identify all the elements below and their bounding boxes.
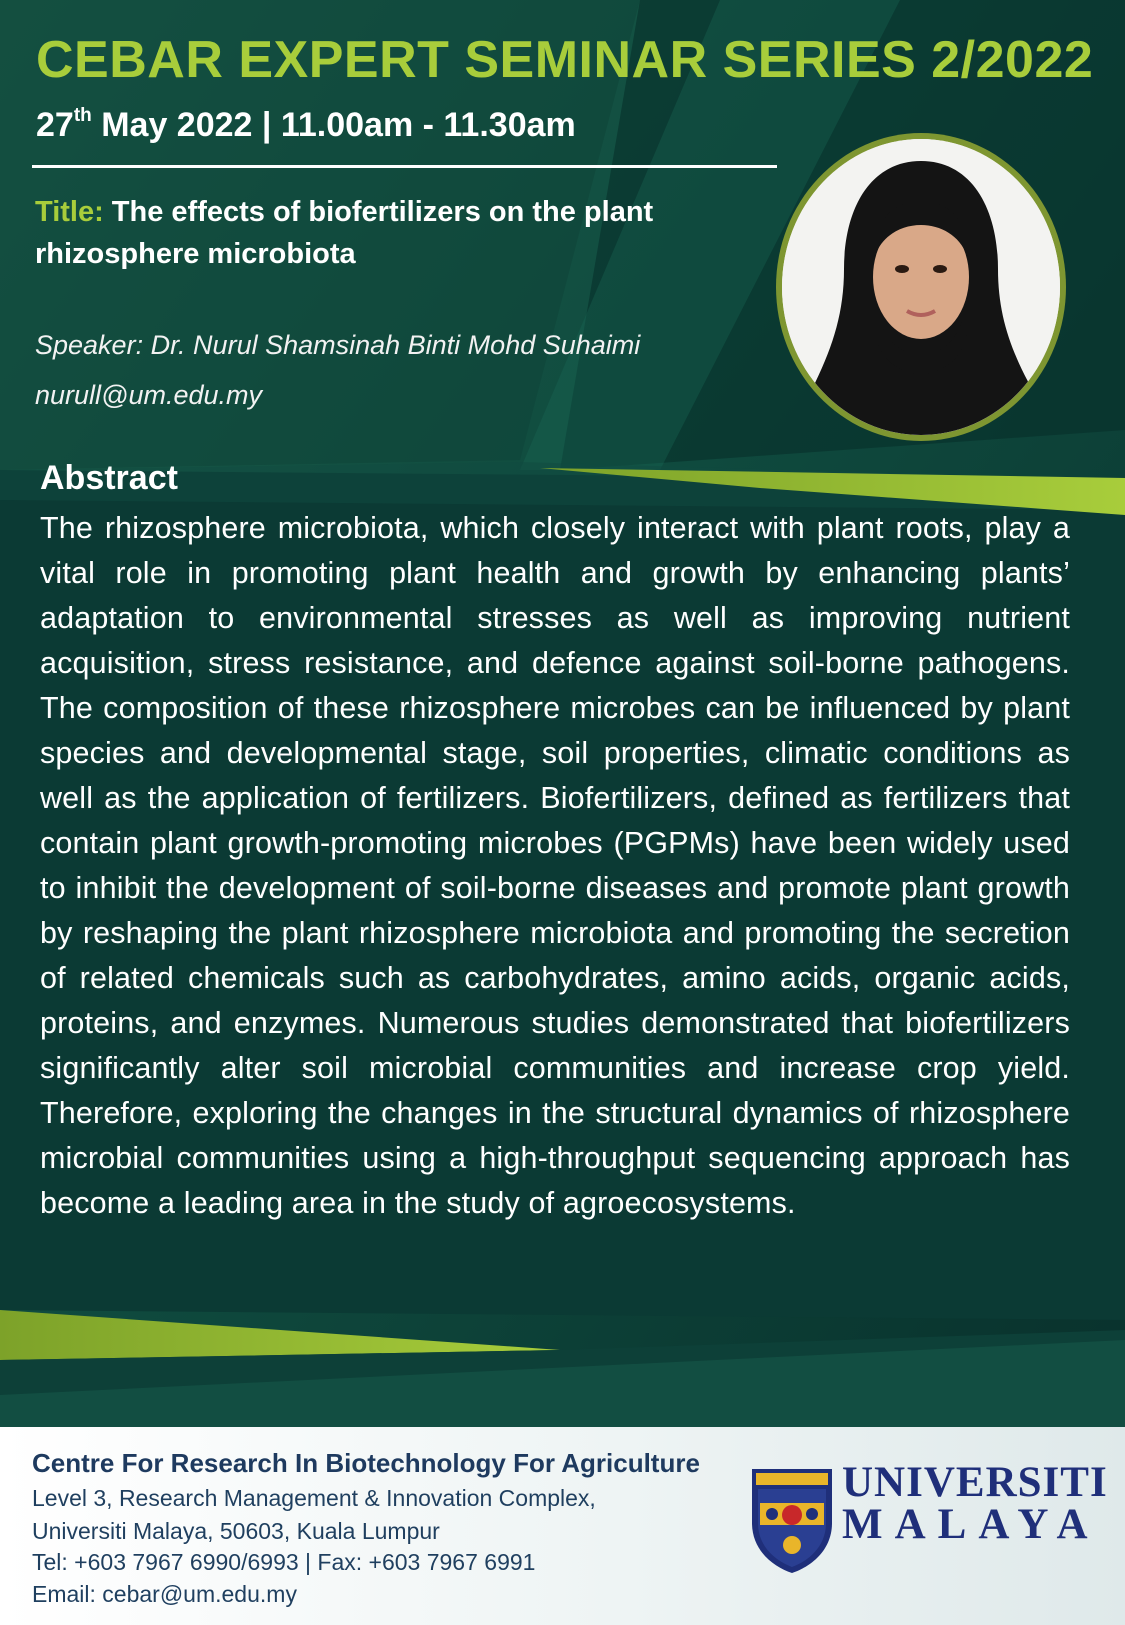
address-line-1: Level 3, Research Management & Innovation Complex, bbox=[32, 1485, 596, 1511]
seminar-series-title: CEBAR EXPERT SEMINAR SERIES 2/2022 bbox=[36, 31, 1094, 89]
abstract-body: The rhizosphere microbiota, which closely interact with plant roots, play a vital role in promoting plant health and growth by enhancing plants’ adaptation to environmental stresses as well as improving nutrient acquisition, stress resistance, and defence against soil-borne pathogens. The composition of these rhizosphere microbes can be influenced by plant species and developmental stage, soil properties, climatic conditions as well as the application of fertilizers. Biofertilizers, defined as fertilizers that contain plant growth-promoting microbes (PGPMs) have been widely used to inhibit the development of soil-borne diseases and promote plant growth by reshaping the plant rhizosphere microbiota and promoting the secretion of related chemicals such as carbohydrates, amino acids, organic acids, proteins, and enzymes. Numerous studies demonstrated that biofertilizers significantly alter soil microbial communities and increase crop yield. Therefore, exploring the changes in the structural dynamics of rhizosphere microbial communities using a high-throughput sequencing approach has become a leading area in the study of agroecosystems. bbox=[40, 511, 1070, 1220]
speaker-portrait bbox=[782, 139, 1060, 435]
speaker-email: nurull@um.edu.my bbox=[35, 380, 262, 410]
date-ordinal-suffix: th bbox=[73, 105, 92, 126]
date-day: 27 bbox=[36, 106, 74, 144]
university-name-line-2: MALAYA bbox=[842, 1501, 1100, 1548]
abstract-heading: Abstract bbox=[40, 459, 178, 497]
contact-phone-fax: Tel: +603 7967 6990/6993 | Fax: +603 7967 6991 bbox=[32, 1549, 536, 1575]
speaker-photo bbox=[776, 133, 1066, 441]
date-time-text: May 2022 | 11.00am - 11.30am bbox=[91, 106, 576, 144]
university-crest-logo bbox=[748, 1463, 836, 1575]
title-label: Title: bbox=[35, 196, 104, 228]
title-text: The effects of biofertilizers on the plant rhizosphere microbiota bbox=[35, 196, 654, 270]
centre-name: Centre For Research In Biotechnology For Agriculture bbox=[32, 1448, 700, 1478]
speaker-name: Speaker: Dr. Nurul Shamsinah Binti Mohd Suhaimi bbox=[35, 330, 641, 360]
divider-line bbox=[32, 165, 777, 168]
university-name-line-1: UNIVERSITI bbox=[842, 1459, 1108, 1506]
talk-title bbox=[35, 191, 755, 275]
address-line-2: Universiti Malaya, 50603, Kuala Lumpur bbox=[32, 1518, 440, 1544]
contact-email: Email: cebar@um.edu.my bbox=[32, 1581, 297, 1607]
date-time-line bbox=[36, 106, 576, 145]
